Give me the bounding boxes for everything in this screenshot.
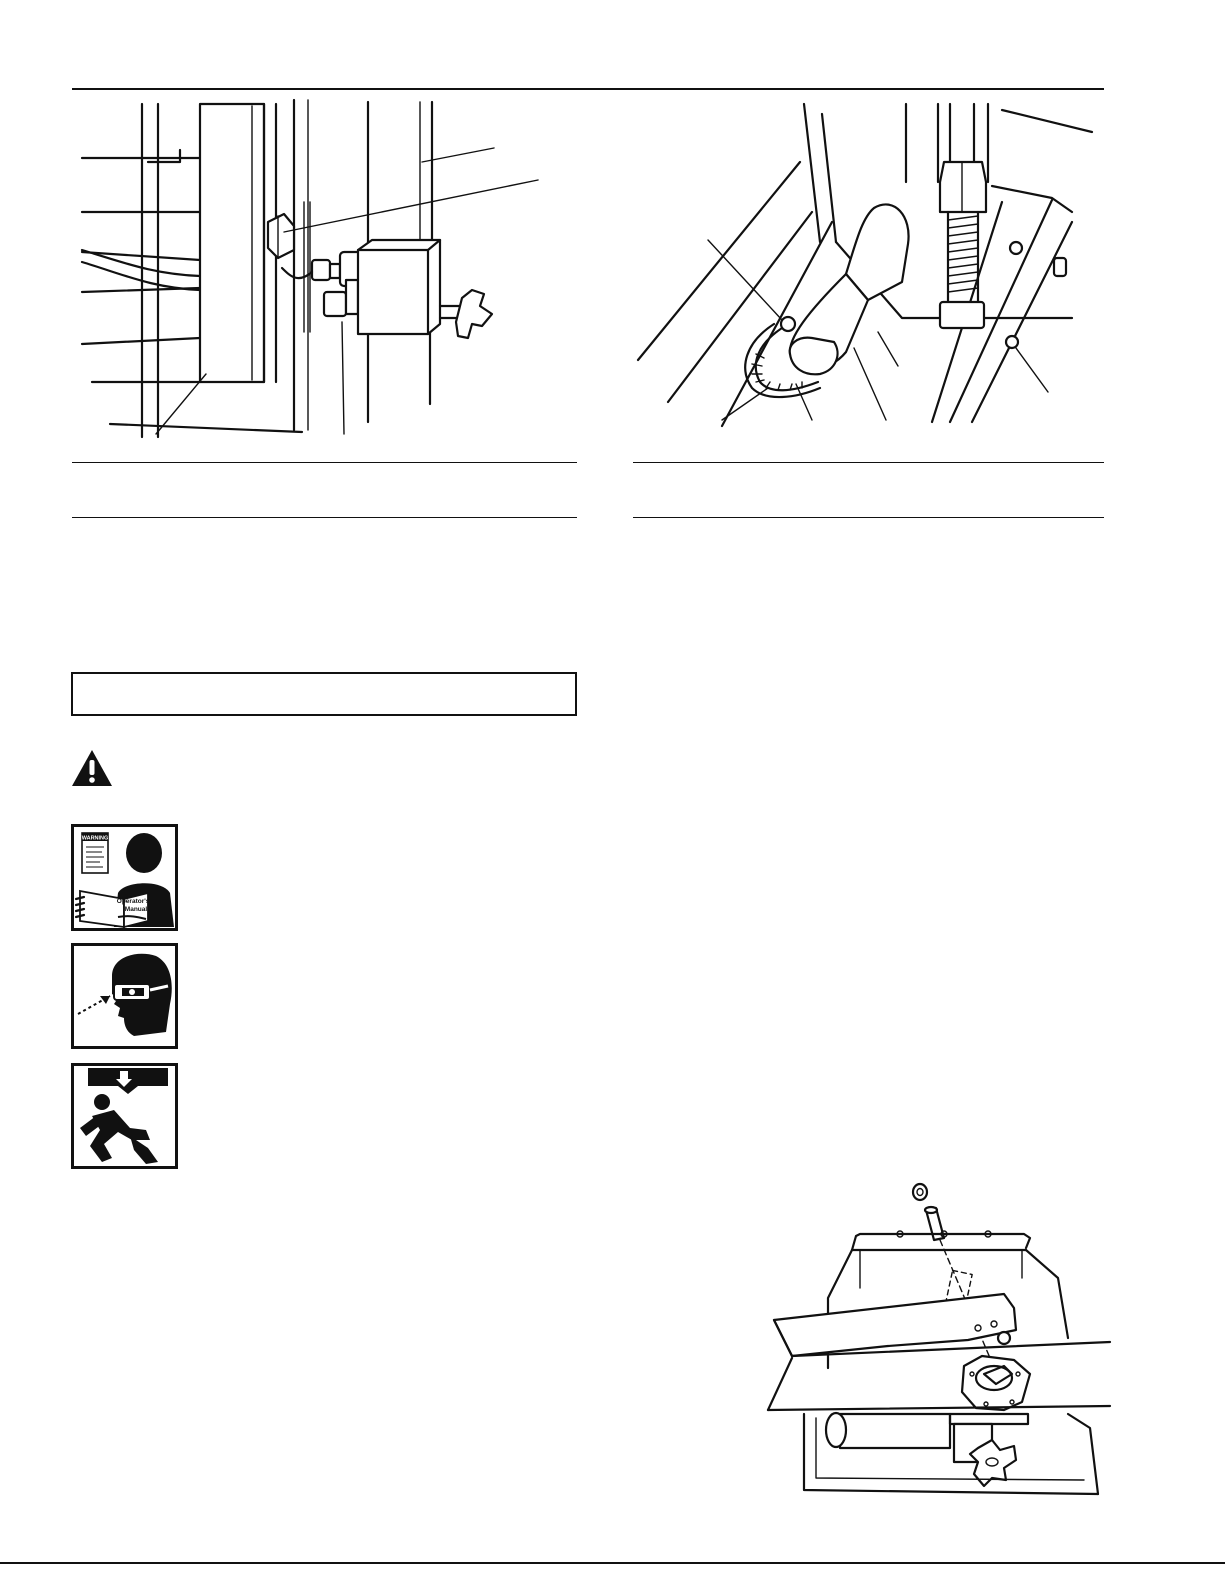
eye-protection-icon	[74, 946, 175, 1046]
warning-sign-label: WARNING	[81, 835, 109, 842]
crush-hazard-icon-box	[71, 1063, 178, 1169]
warning-triangle-icon	[70, 748, 114, 788]
manual-cover-line-2: Manual	[124, 906, 148, 913]
note-box	[71, 672, 577, 716]
figure-bottom-base-assembly	[768, 1178, 1110, 1500]
figure-right-lift-base	[632, 92, 1102, 442]
right-caption-rule-bottom	[633, 517, 1104, 518]
crush-hazard-icon	[74, 1066, 175, 1166]
left-caption-rule-top	[72, 462, 577, 463]
manual-cover-line-1: Operator's	[116, 898, 150, 905]
header-rule	[72, 88, 1104, 90]
read-manual-icon	[74, 827, 175, 928]
eye-protection-icon-box	[71, 943, 178, 1049]
figure-left-lift-column	[72, 92, 582, 442]
right-caption-rule-top	[633, 462, 1104, 463]
footer-rule	[0, 1562, 1225, 1564]
read-manual-icon-box	[71, 824, 178, 931]
left-caption-rule-bottom	[72, 517, 577, 518]
